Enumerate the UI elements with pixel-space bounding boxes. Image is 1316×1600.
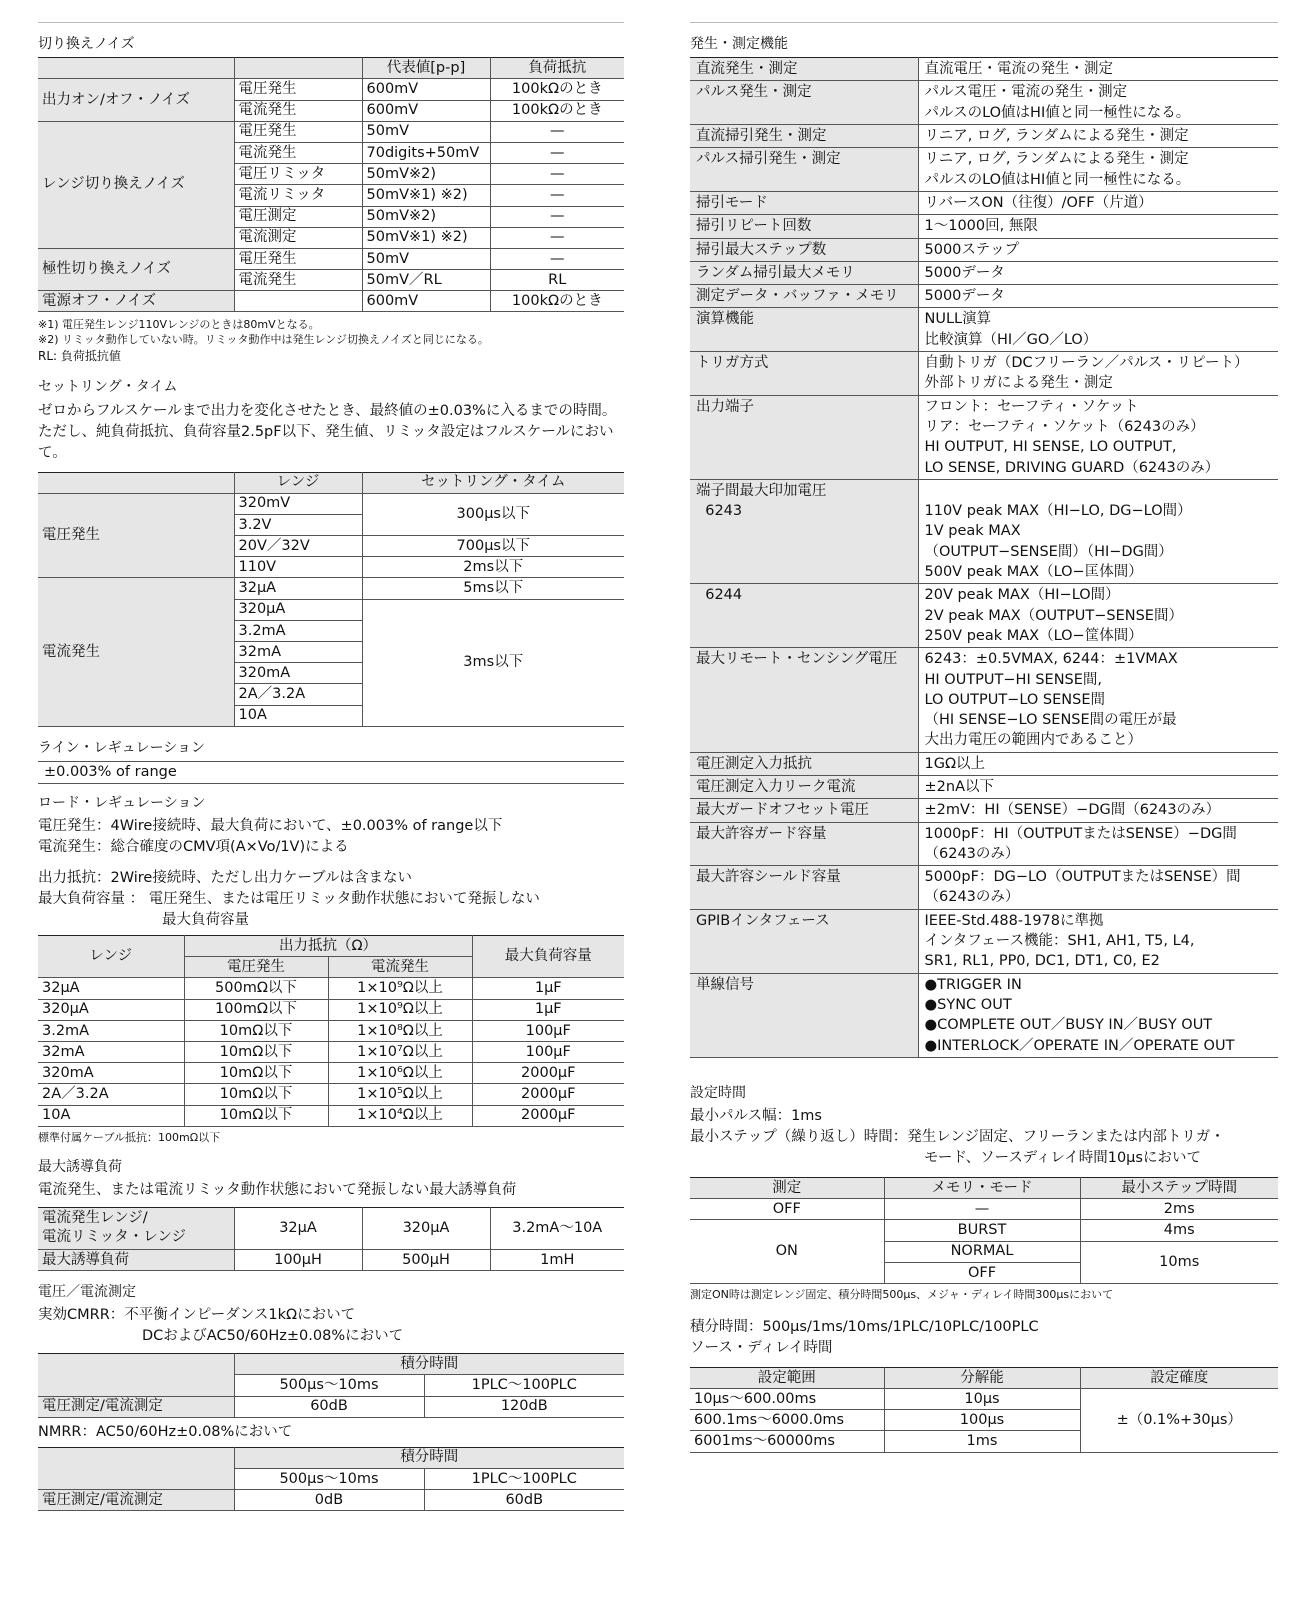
- spec-line: インタフェース機能：SH1, AH1, T5, L4,: [924, 933, 1195, 950]
- cell: 電圧発生: [234, 248, 362, 269]
- spec-line: リア：セーフティ・ソケット（6243のみ）: [924, 418, 1205, 435]
- header-cell: 電圧発生: [184, 957, 328, 978]
- spec-label: 電圧測定入力リーク電流: [690, 775, 918, 798]
- cell: 2000μF: [472, 1084, 624, 1105]
- value-cell: 100μH: [234, 1249, 362, 1270]
- spec-value: [918, 352, 1278, 396]
- time-cell: 2ms以下: [362, 557, 624, 578]
- spec-line: 250V peak MAX（LO−筐体間）: [924, 627, 1143, 644]
- section-title: セットリング・タイム: [38, 379, 178, 396]
- spec-value: [918, 909, 1278, 973]
- inductive-table: [38, 1207, 624, 1271]
- cell: 50mV※1) ※2): [362, 185, 490, 206]
- spec-line: 外部トリガによる発生・測定: [924, 375, 1113, 392]
- spec-label: 直流掃引発生・測定: [690, 125, 918, 148]
- spec-line: 5000データ: [924, 264, 1005, 281]
- section-title: 切り換えノイズ: [38, 36, 135, 52]
- range-cell: 10A: [234, 705, 362, 726]
- spec-label: 掃引モード: [690, 191, 918, 214]
- spec-label: 最大許容シールド容量: [690, 866, 918, 910]
- row-label: 出力オン/オフ・ノイズ: [38, 79, 234, 121]
- range-cell: 32μA: [234, 578, 362, 599]
- spec-line: パルスのLO値はHI値と同一極性になる。: [924, 171, 1191, 188]
- spec-value: [918, 261, 1278, 284]
- spec-value: [918, 479, 1278, 583]
- cell: 電流測定: [234, 227, 362, 248]
- range-cell: 320mV: [234, 493, 362, 514]
- spec-value: [918, 395, 1278, 479]
- range-cell: 2A／3.2A: [234, 684, 362, 705]
- cell: —: [490, 206, 624, 227]
- cell: 1×10⁴Ω以上: [328, 1105, 472, 1126]
- header-cell: [234, 58, 362, 79]
- line-regulation-section: [38, 739, 624, 784]
- output-resistance-section: [38, 868, 624, 1146]
- integration-section: [690, 1317, 1278, 1453]
- spec-value: [918, 81, 1278, 125]
- cell: 50mV: [362, 248, 490, 269]
- source-delay-table: [690, 1367, 1278, 1453]
- row-label: 電源オフ・ノイズ: [38, 291, 234, 312]
- spec-label: GPIBインタフェース: [690, 909, 918, 973]
- integ-line: 積分時間：500μs/1ms/10ms/1PLC/10PLC/100PLC: [690, 1318, 1039, 1335]
- time-cell: 700μs以下: [362, 536, 624, 557]
- header-cell: 測定: [690, 1178, 884, 1199]
- header-cell: [38, 1447, 234, 1489]
- cell: 10mΩ以下: [184, 1105, 328, 1126]
- cell: 70digits+50mV: [362, 142, 490, 163]
- cell: 100μs: [884, 1410, 1080, 1431]
- spec-line: 500V peak MAX（LO−匡体間）: [924, 564, 1143, 581]
- spec-line: [925, 481, 1273, 501]
- spec-line: 5000pF：DG−LO（OUTPUTまたはSENSE）間: [924, 869, 1241, 886]
- footnotes: [38, 318, 624, 364]
- step-time-table: [690, 1177, 1278, 1284]
- function-section: [690, 35, 1278, 1058]
- spec-label: トリガ方式: [690, 352, 918, 396]
- out-res-line: 最大負荷容量: [162, 912, 249, 929]
- out-res-line: 最大負荷容量 ： 電圧発生、または電圧リミッタ動作状態において発振しない: [38, 891, 540, 908]
- load-reg-line: 電流発生：総合確度のCMV項(A×Vo/1V)による: [38, 839, 349, 856]
- spec-line: ●COMPLETE OUT／BUSY IN／BUSY OUT: [924, 1017, 1213, 1034]
- spec-label: 演算機能: [690, 308, 918, 352]
- cell: 100mΩ以下: [184, 999, 328, 1020]
- cell: —: [490, 227, 624, 248]
- cell: 電圧発生: [234, 121, 362, 142]
- cell: 3.2mA: [38, 1020, 184, 1041]
- spec-value: [918, 822, 1278, 866]
- header-cell: 500μs〜10ms: [234, 1375, 424, 1396]
- cell: —: [490, 248, 624, 269]
- spec-value: [918, 58, 1278, 81]
- cmrr-line: 実効CMRR：不平衡インピーダンス1kΩにおいて: [38, 1307, 356, 1324]
- cell: 100kΩのとき: [490, 79, 624, 100]
- spec-label: 出力端子: [690, 395, 918, 479]
- cell: 電流発生: [234, 142, 362, 163]
- cell: 50mV※2): [362, 206, 490, 227]
- spec-value: [918, 648, 1278, 752]
- cell: 500mΩ以下: [184, 978, 328, 999]
- section-title: 設定時間: [690, 1084, 746, 1101]
- cell: 50mV: [362, 121, 490, 142]
- section-title: 電圧／電流測定: [38, 1284, 136, 1301]
- spec-line: 比較演算（HI／GO／LO）: [924, 331, 1098, 348]
- header-cell: セットリング・タイム: [362, 472, 624, 493]
- spec-label: パルス発生・測定: [690, 81, 918, 125]
- cell: 320μA: [38, 999, 184, 1020]
- cell: 10A: [38, 1105, 184, 1126]
- header-cell: 積分時間: [234, 1354, 624, 1375]
- cell: —: [490, 164, 624, 185]
- nmrr-line: NMRR：AC50/60Hz±0.08%において: [38, 1423, 293, 1440]
- spec-line: HI OUTPUT, HI SENSE, LO OUTPUT,: [924, 439, 1177, 456]
- spec-line: （6243のみ）: [924, 845, 1020, 862]
- spec-label: 最大ガードオフセット電圧: [690, 799, 918, 822]
- spec-label: 掃引リピート回数: [690, 215, 918, 238]
- row-label: レンジ切り換えノイズ: [38, 121, 234, 248]
- spec-label: 電圧測定入力抵抗: [690, 752, 918, 775]
- spec-value: [918, 752, 1278, 775]
- spec-value: [918, 148, 1278, 192]
- cell: —: [490, 121, 624, 142]
- out-res-line: 出力抵抗：2Wire接続時、ただし出力ケーブルは含まない: [38, 870, 413, 887]
- header-cell: メモリ・モード: [884, 1178, 1080, 1199]
- spec-line: 自動トリガ（DCフリーラン／パルス・リピート）: [924, 355, 1249, 372]
- cell: 6001ms〜60000ms: [690, 1431, 884, 1452]
- cell: 1×10⁹Ω以上: [328, 978, 472, 999]
- value-cell: 60dB: [234, 1396, 424, 1417]
- header-cell: レンジ: [234, 472, 362, 493]
- step-time-note: 測定ON時は測定レンジ固定、積分時間500μs、メジャ・ディレイ時間300μsにおいて: [690, 1288, 1114, 1302]
- value-cell: 120dB: [424, 1396, 624, 1417]
- cell: 2A／3.2A: [38, 1084, 184, 1105]
- header-cell: 電流発生: [328, 957, 472, 978]
- range-cell: 3.2V: [234, 514, 362, 535]
- spec-label: パルス掃引発生・測定: [690, 148, 918, 192]
- spec-line: 1000pF：HI（OUTPUTまたはSENSE）−DG間: [924, 825, 1237, 842]
- spec-line: （6243のみ）: [924, 889, 1020, 906]
- cell: 2000μF: [472, 1063, 624, 1084]
- settling-description: ゼロからフルスケールまで出力を変化させたとき、最終値の±0.03%に入るまでの時間。ただし、純負荷抵抗、負荷容量2.5pF以下、発生値、リミッタ設定はフルスケールにおいて。: [38, 402, 617, 461]
- col-cell: 320μA: [362, 1207, 490, 1249]
- cell: —: [490, 185, 624, 206]
- spec-line: リニア, ログ, ランダムによる発生・測定: [924, 151, 1189, 168]
- spec-line: 大出力電圧の範囲内であること）: [924, 732, 1142, 749]
- top-rule: [38, 22, 624, 23]
- set-time-line: 最小パルス幅：1ms: [690, 1108, 822, 1125]
- spec-line: リバースON（往復）/OFF（片道）: [924, 194, 1153, 211]
- header-cell: 1PLC〜100PLC: [424, 1469, 624, 1490]
- spec-value: [918, 238, 1278, 261]
- cell: 10mΩ以下: [184, 1020, 328, 1041]
- cell: NORMAL: [884, 1241, 1080, 1262]
- cell: 600mV: [362, 100, 490, 121]
- cmrr-table: [38, 1353, 624, 1418]
- range-cell: 20V／32V: [234, 536, 362, 557]
- cell: 2000μF: [472, 1105, 624, 1126]
- spec-line: 20V peak MAX（HI−LO間）: [924, 587, 1120, 604]
- cell: 320mA: [38, 1063, 184, 1084]
- row-label: 極性切り換えノイズ: [38, 248, 234, 290]
- spec-line: 直流電圧・電流の発生・測定: [924, 61, 1113, 78]
- section-title: 発生・測定機能: [690, 36, 788, 52]
- set-time-line: 最小ステップ（繰り返し）時間：発生レンジ固定、フリーランまたは内部トリガ・: [690, 1129, 1225, 1146]
- col-cell: 3.2mA〜10A: [490, 1207, 624, 1249]
- cell: 10μs〜600.00ms: [690, 1389, 884, 1410]
- header-cell: レンジ: [38, 936, 184, 978]
- spec-label: 最大許容ガード容量: [690, 822, 918, 866]
- load-reg-line: 電圧発生：4Wire接続時、最大負荷において、±0.003% of range以下: [38, 818, 503, 835]
- cell: 32mA: [38, 1042, 184, 1063]
- spec-value: [918, 215, 1278, 238]
- spec-line: 1〜1000回, 無限: [924, 218, 1038, 235]
- section-title: ライン・レギュレーション: [38, 739, 206, 756]
- row-label: 最大誘導負荷: [38, 1249, 234, 1270]
- spec-value: [918, 584, 1278, 648]
- footnote: ※1) 電圧発生レンジ110Vレンジのときは80mVとなる。: [38, 318, 320, 332]
- spec-line: IEEE-Std.488-1978に準拠: [924, 912, 1104, 929]
- cell: —: [884, 1199, 1080, 1220]
- cell: 1×10⁹Ω以上: [328, 999, 472, 1020]
- cmrr-line: DCおよびAC50/60Hz±0.08%において: [142, 1328, 404, 1345]
- measurement-section: [38, 1283, 624, 1511]
- value-cell: 60dB: [424, 1490, 624, 1511]
- cell: 50mV※2): [362, 164, 490, 185]
- switch-noise-section: [38, 35, 624, 364]
- cell: 1×10⁵Ω以上: [328, 1084, 472, 1105]
- spec-label: 単線信号: [690, 973, 918, 1057]
- cell: 電流発生: [234, 100, 362, 121]
- cell: BURST: [884, 1220, 1080, 1241]
- set-time-line: モード、ソースディレイ時間10μsにおいて: [924, 1150, 1201, 1167]
- cell: 100kΩのとき: [490, 100, 624, 121]
- range-cell: 3.2mA: [234, 620, 362, 641]
- value-cell: 500μH: [362, 1249, 490, 1270]
- left-column: [38, 22, 624, 1511]
- cell: ±（0.1%+30μs）: [1080, 1389, 1278, 1453]
- spec-value: [918, 308, 1278, 352]
- footnote: ※2) リミッタ動作していない時。リミッタ動作中は発生レンジ切換えノイズと同じになる。: [38, 333, 489, 347]
- range-cell: 32mA: [234, 642, 362, 663]
- output-resistance-table: [38, 935, 624, 1127]
- settling-section: [38, 378, 624, 726]
- cell: 100μF: [472, 1042, 624, 1063]
- top-rule: [690, 22, 1278, 23]
- cell: 電流発生: [234, 270, 362, 291]
- spec-line: ±2nA以下: [924, 778, 994, 795]
- time-cell: 5ms以下: [362, 578, 624, 599]
- range-cell: 320mA: [234, 663, 362, 684]
- row-label: 電圧測定/電流測定: [38, 1490, 234, 1511]
- spec-line: （HI SENSE−LO SENSE間の電圧が最: [924, 712, 1177, 729]
- cell: 電圧発生: [234, 79, 362, 100]
- spec-line: パルスのLO値はHI値と同一極性になる。: [924, 104, 1191, 121]
- col-cell: 32μA: [234, 1207, 362, 1249]
- cell: 4ms: [1080, 1220, 1278, 1241]
- spec-line: ±2mV：HI（SENSE）−DG間（6243のみ）: [924, 802, 1221, 819]
- spec-line: 5000データ: [924, 288, 1005, 305]
- spec-label: 6244: [690, 584, 918, 648]
- cell: 10mΩ以下: [184, 1063, 328, 1084]
- cell: 1μF: [472, 978, 624, 999]
- header-cell: 最小ステップ時間: [1080, 1178, 1278, 1199]
- header-cell: [38, 1354, 234, 1396]
- cell: 1×10⁶Ω以上: [328, 1063, 472, 1084]
- cell: RL: [490, 270, 624, 291]
- header-cell: 電流発生レンジ/ 電流リミッタ・レンジ: [38, 1207, 234, 1249]
- header-cell: 設定範囲: [690, 1367, 884, 1388]
- spec-line: （OUTPUT−SENSE間）（HI−DG間）: [924, 543, 1173, 560]
- row-label: 電圧測定/電流測定: [38, 1396, 234, 1417]
- spec-label: 掃引最大ステップ数: [690, 238, 918, 261]
- cell: 1×10⁷Ω以上: [328, 1042, 472, 1063]
- cell: 600mV: [362, 79, 490, 100]
- spec-line: SR1, RL1, PP0, DC1, DT1, C0, E2: [924, 953, 1160, 970]
- spec-line: フロント：セーフティ・ソケット: [924, 398, 1139, 415]
- value-cell: 1mH: [490, 1249, 624, 1270]
- cell: 1ms: [884, 1431, 1080, 1452]
- cell: 電圧測定: [234, 206, 362, 227]
- switch-noise-table: [38, 57, 624, 312]
- right-column: [690, 22, 1278, 1453]
- header-cell: [38, 472, 234, 493]
- spec-line: 110V peak MAX（HI−LO, DG−LO間）: [924, 503, 1192, 520]
- setting-time-section: [690, 1084, 1278, 1303]
- spec-label: 測定データ・バッファ・メモリ: [690, 285, 918, 308]
- header-cell: 最大負荷容量: [472, 936, 624, 978]
- spec-line: LO OUTPUT−LO SENSE間: [924, 691, 1105, 708]
- spec-value: [918, 973, 1278, 1057]
- cell: 50mV／RL: [362, 270, 490, 291]
- cell: 10mΩ以下: [184, 1042, 328, 1063]
- cell: 100kΩのとき: [490, 291, 624, 312]
- spec-line: ●SYNC OUT: [924, 996, 1012, 1013]
- spec-line: 6243：±0.5VMAX, 6244：±1VMAX: [924, 651, 1178, 668]
- header-cell: 1PLC〜100PLC: [424, 1375, 624, 1396]
- spec-label: ランダム掃引最大メモリ: [690, 261, 918, 284]
- spec-line: 5000ステップ: [924, 241, 1020, 258]
- integ-line: ソース・ディレイ時間: [690, 1339, 833, 1356]
- header-cell: 設定確度: [1080, 1367, 1278, 1388]
- nmrr-table: [38, 1447, 624, 1512]
- spec-value: [918, 125, 1278, 148]
- cell: 1×10⁸Ω以上: [328, 1020, 472, 1041]
- header-cell: 積分時間: [234, 1447, 624, 1468]
- cell: [234, 291, 362, 312]
- row-label: 電圧発生: [38, 493, 234, 578]
- header-cell: 出力抵抗（Ω）: [184, 936, 472, 957]
- spec-line: 1V peak MAX: [924, 523, 1021, 540]
- spec-value: [918, 866, 1278, 910]
- spec-label: 直流発生・測定: [690, 58, 918, 81]
- time-cell: 300μs以下: [362, 493, 624, 535]
- cell: 100μF: [472, 1020, 624, 1041]
- settling-table: [38, 472, 624, 727]
- inductive-text: 電流発生、または電流リミッタ動作状態において発振しない最大誘導負荷: [38, 1181, 517, 1198]
- load-regulation-section: [38, 794, 624, 858]
- range-cell: 320μA: [234, 599, 362, 620]
- cell: OFF: [690, 1199, 884, 1220]
- cell: 10ms: [1080, 1241, 1278, 1283]
- row-label: 電流発生: [38, 578, 234, 726]
- spec-line: パルス電圧・電流の発生・測定: [924, 84, 1128, 101]
- spec-line: リニア, ログ, ランダムによる発生・測定: [924, 128, 1189, 145]
- header-cell: 代表値[p-p]: [362, 58, 490, 79]
- header-cell: 500μs〜10ms: [234, 1469, 424, 1490]
- header-cell: 分解能: [884, 1367, 1080, 1388]
- cell: —: [490, 142, 624, 163]
- cell: 32μA: [38, 978, 184, 999]
- range-cell: 110V: [234, 557, 362, 578]
- header-cell: [38, 58, 234, 79]
- spec-line: 2V peak MAX（OUTPUT−SENSE間）: [924, 607, 1183, 624]
- spec-value: [918, 775, 1278, 798]
- function-table: [690, 57, 1278, 1058]
- cell: 電流リミッタ: [234, 185, 362, 206]
- spec-value: [918, 191, 1278, 214]
- spec-line: LO SENSE, DRIVING GUARD（6243のみ）: [924, 459, 1220, 476]
- footnote: RL: 負荷抵抗値: [38, 349, 121, 364]
- cell: 10mΩ以下: [184, 1084, 328, 1105]
- cell: 10μs: [884, 1389, 1080, 1410]
- header-cell: 負荷抵抗: [490, 58, 624, 79]
- cell: 1μF: [472, 999, 624, 1020]
- section-title: ロード・レギュレーション: [38, 794, 206, 811]
- line-regulation-value: ±0.003% of range: [38, 761, 624, 784]
- spec-label: 最大リモート・センシング電圧: [690, 648, 918, 752]
- spec-line: NULL演算: [924, 311, 992, 328]
- section-title: 最大誘導負荷: [38, 1158, 122, 1175]
- spec-line: ●TRIGGER IN: [924, 976, 1022, 993]
- cell: 電圧リミッタ: [234, 164, 362, 185]
- spec-line: 1GΩ以上: [924, 755, 986, 772]
- cell: OFF: [884, 1262, 1080, 1283]
- value-cell: 0dB: [234, 1490, 424, 1511]
- cable-note: 標準付属ケーブル抵抗：100mΩ以下: [38, 1130, 221, 1144]
- cell: 600mV: [362, 291, 490, 312]
- cell: 2ms: [1080, 1199, 1278, 1220]
- spec-line: ●INTERLOCK／OPERATE IN／OPERATE OUT: [924, 1037, 1235, 1054]
- spec-value: [918, 285, 1278, 308]
- spec-line: HI OUTPUT−HI SENSE間,: [924, 671, 1103, 688]
- cell: ON: [690, 1220, 884, 1284]
- time-cell: 3ms以下: [362, 599, 624, 726]
- cell: 600.1ms〜6000.0ms: [690, 1410, 884, 1431]
- inductive-load-section: [38, 1158, 624, 1271]
- spec-label: 端子間最大印加電圧 6243: [690, 479, 918, 583]
- cell: 50mV※1) ※2): [362, 227, 490, 248]
- spec-value: [918, 799, 1278, 822]
